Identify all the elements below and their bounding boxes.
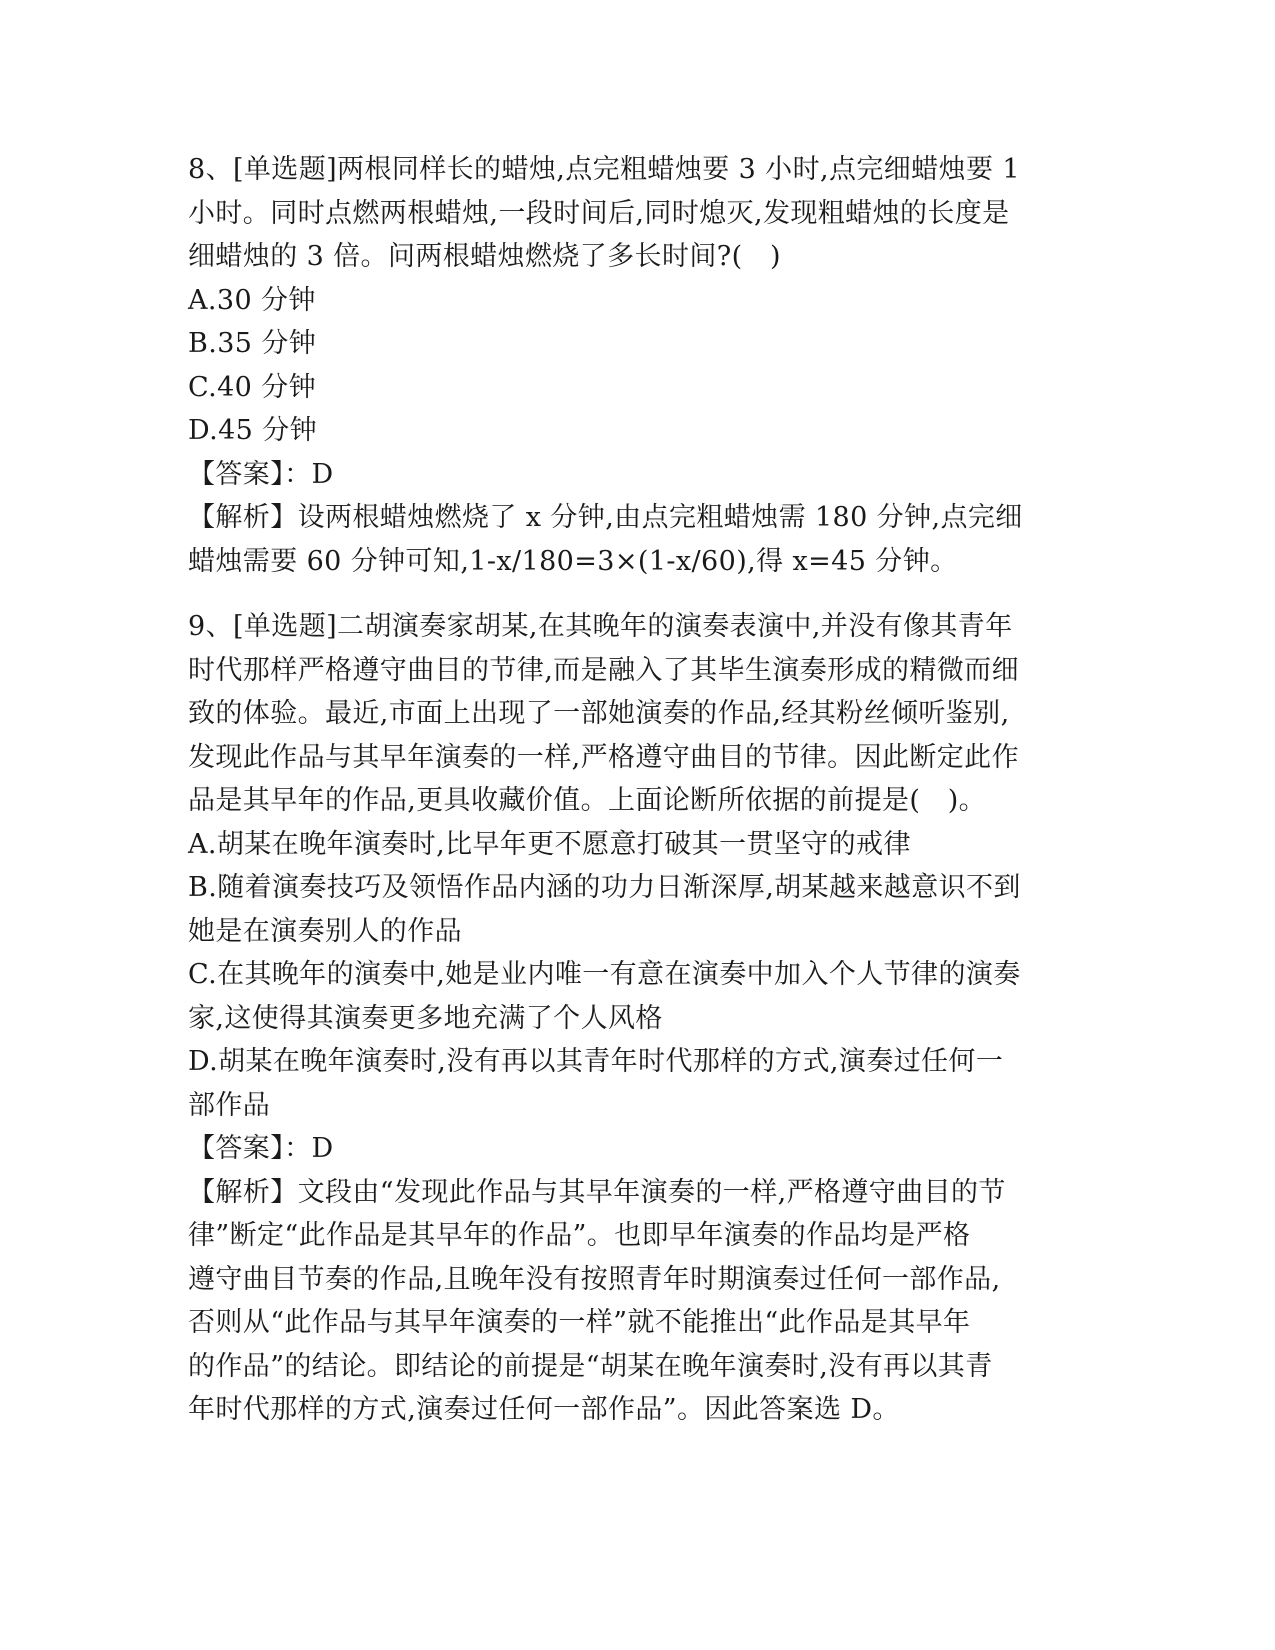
analysis-line: 否则从“此作品与其早年演奏的一样”就不能推出“此作品是其早年 [188,1307,971,1338]
question-stem-line: 小时。同时点燃两根蜡烛,一段时间后,同时熄灭,发现粗蜡烛的长度是 [188,197,1010,229]
question-stem-line: 9、[单选题]二胡演奏家胡某,在其晚年的演奏表演中,并没有像其青年 [188,611,1013,642]
option-a: A.30 分钟 [188,284,316,316]
option-b-continued: 她是在演奏别人的作品 [188,915,462,947]
question-stem-line: 发现此作品与其早年演奏的一样,严格遵守曲目的节律。因此断定此作 [188,741,1019,773]
option-d: D.胡某在晚年演奏时,没有再以其青年时代那样的方式,演奏过任何一 [188,1046,1004,1077]
question-8-answer: 【答案】：D [188,458,334,490]
question-9-options [188,823,1083,1128]
question-8-stem [188,148,1083,279]
option-d: D.45 分钟 [188,415,318,446]
question-8-options [188,279,1083,453]
analysis-line: 年时代那样的方式,演奏过任何一部作品”。因此答案选 D。 [188,1394,900,1425]
document-content [188,148,1083,1432]
question-8-analysis [188,496,1083,583]
option-c-continued: 家,这使得其演奏更多地充满了个人风格 [188,1002,663,1034]
question-9-answer: 【答案】：D [188,1133,334,1164]
option-c: C.40 分钟 [188,371,317,403]
question-8 [188,148,1083,583]
analysis-line: 的作品”的结论。即结论的前提是“胡某在晚年演奏时,没有再以其青 [188,1350,993,1382]
option-c: C.在其晚年的演奏中,她是业内唯一有意在演奏中加入个人节律的演奏 [188,959,1021,990]
analysis-line: 遵守曲目节奏的作品,且晚年没有按照青年时期演奏过任何一部作品, [188,1263,1001,1295]
question-stem-line: 细蜡烛的 3 倍。问两根蜡烛燃烧了多长时间?( ) [188,241,781,272]
question-stem-line: 品是其早年的作品,更具收藏价值。上面论断所依据的前提是( )。 [188,785,987,816]
option-a: A.胡某在晚年演奏时,比早年更不愿意打破其一贯坚守的戒律 [188,828,911,860]
question-spacer [188,583,1083,605]
analysis-line: 律”断定“此作品是其早年的作品”。也即早年演奏的作品均是严格 [188,1220,971,1251]
analysis-line: 蜡烛需要 60 分钟可知,1-x/180=3×(1-x/60),得 x=45 分钟。 [188,545,958,577]
analysis-line: 【解析】设两根蜡烛燃烧了 x 分钟,由点完粗蜡烛需 180 分钟,点完细 [188,502,1023,533]
question-9-analysis [188,1171,1083,1432]
option-b: B.随着演奏技巧及领悟作品内涵的功力日渐深厚,胡某越来越意识不到 [188,872,1021,903]
question-stem-line: 时代那样严格遵守曲目的节律,而是融入了其毕生演奏形成的精微而细 [188,654,1019,686]
option-d-continued: 部作品 [188,1089,271,1121]
question-9-stem [188,605,1083,823]
question-stem-line: 8、[单选题]两根同样长的蜡烛,点完粗蜡烛要 3 小时,点完细蜡烛要 1 [188,154,1020,185]
question-stem-line: 致的体验。最近,市面上出现了一部她演奏的作品,经其粉丝倾听鉴别, [188,698,1010,729]
option-b: B.35 分钟 [188,328,317,359]
analysis-line: 【解析】文段由“发现此作品与其早年演奏的一样,严格遵守曲目的节 [188,1176,1006,1208]
question-9 [188,605,1083,1432]
